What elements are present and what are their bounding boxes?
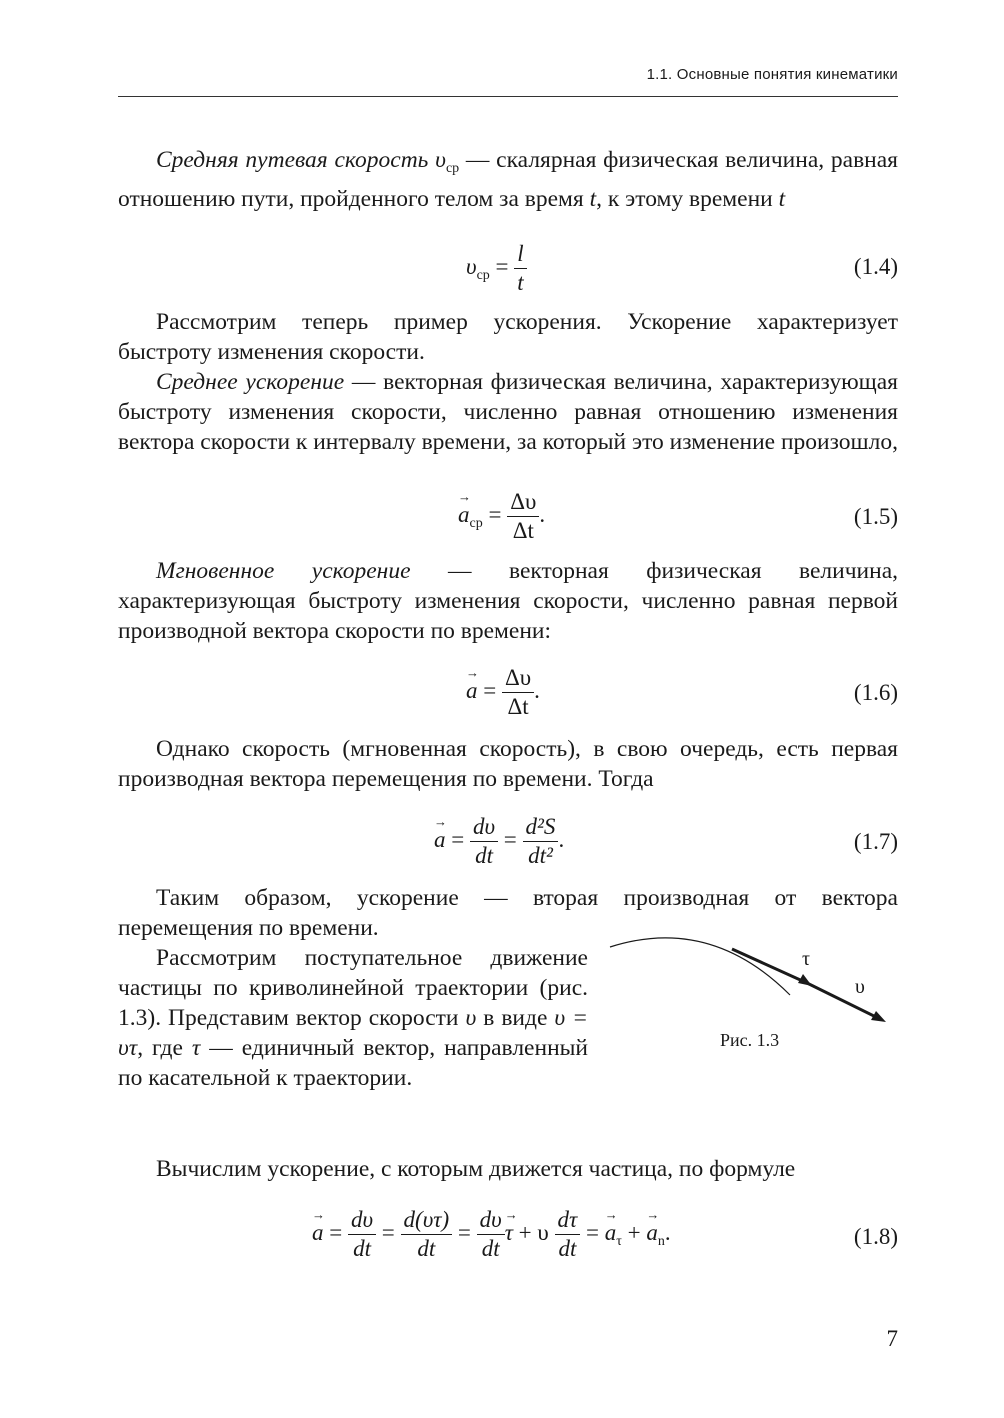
symbol-t: t xyxy=(589,186,597,212)
eq18-an: → a xyxy=(646,1220,658,1246)
eq15-num: Δυ xyxy=(507,488,539,517)
paragraph-average-speed xyxy=(118,145,898,214)
paragraph-second-derivative: Таким образом, ускорение — вторая производная от вектора перемещения по времени. xyxy=(118,885,898,941)
eq16-eq: = xyxy=(477,677,502,703)
eq18-label: (1.8) xyxy=(853,1224,898,1249)
eq18-f2n: d(υτ) xyxy=(401,1206,453,1235)
paragraph-velocity-derivative: Однако скорость (мгновенная скорость), в свою очередь, есть первая производная вектора перемещения по времени. Тогда xyxy=(118,736,898,792)
velocity-label: υ xyxy=(855,976,865,998)
term-average-speed: Средняя путевая скорость xyxy=(156,147,429,173)
eq18-fraction4 xyxy=(555,1206,581,1263)
eq16-lhs: → a xyxy=(466,678,478,704)
eq14-num: l xyxy=(514,240,526,269)
eq18-plus: + υ xyxy=(512,1219,549,1245)
para1-text: — скалярная физическая величина, равная отношению пути, пройденного телом за время xyxy=(118,147,898,212)
eq18-fraction1 xyxy=(348,1206,376,1263)
velocity-arrowhead xyxy=(871,1011,886,1022)
eq17-label: (1.7) xyxy=(853,829,898,854)
eq18-fraction2 xyxy=(401,1206,453,1263)
term-average-acceleration: Среднее ускорение xyxy=(156,369,345,395)
eq15-label: (1.5) xyxy=(853,504,898,529)
term-instant-acceleration: Мгновенное ускорение xyxy=(156,558,411,584)
paragraph-average-acceleration xyxy=(118,367,898,457)
para7-mid2: , где xyxy=(137,1035,192,1061)
eq17-fraction1 xyxy=(470,813,498,870)
eq16-end: . xyxy=(534,677,540,703)
symbol-t2: t xyxy=(778,186,786,212)
eq15-end: . xyxy=(539,501,546,527)
eq17-lhs: → a xyxy=(434,827,446,853)
eq16-den: Δt xyxy=(507,694,529,719)
eq18-f4n: dτ xyxy=(555,1206,581,1235)
eq16-num: Δυ xyxy=(502,664,534,693)
eq14-lhs: υ xyxy=(466,253,477,279)
header-rule xyxy=(118,96,898,97)
eq15-den: Δt xyxy=(512,518,534,543)
paragraph-compute-acceleration: Вычислим ускорение, с которым движется частица, по формуле xyxy=(156,1156,796,1182)
eq18-f4d: dt xyxy=(558,1236,577,1261)
running-header: 1.1. Основные понятия кинематики xyxy=(646,66,898,83)
eq15-sub: ср xyxy=(469,515,483,531)
eq15-lhs: → a xyxy=(458,502,470,528)
eq17-den1: dt xyxy=(475,843,493,868)
para7-tau: τ xyxy=(191,1035,201,1061)
eq17-fraction2 xyxy=(523,813,559,870)
paragraph-acceleration-intro: Рассмотрим теперь пример ускорения. Ускорение характеризует быстроту изменения скорости. xyxy=(118,309,898,365)
para7-text: Рассмотрим поступательное движение частицы по криволинейной траектории (рис. 1.3). Представим вектор скорости xyxy=(118,945,588,1031)
eq18-f2d: dt xyxy=(417,1236,436,1261)
eq14-sub: ср xyxy=(476,267,490,283)
equation-1-6 xyxy=(118,664,898,726)
para4-text: — векторная физическая величина, характеризующая быстроту изменения скорости, численно равная первой производной вектора скорости по времени: xyxy=(118,558,898,644)
eq17-num2: d²S xyxy=(523,813,559,842)
trajectory-curve xyxy=(610,938,790,995)
eq18-f1d: dt xyxy=(353,1236,371,1261)
eq18-ansub: n xyxy=(657,1233,665,1249)
eq16-label: (1.6) xyxy=(853,680,898,705)
eq14-fraction xyxy=(514,240,526,297)
tau-vector xyxy=(732,949,807,983)
eq18-end: . xyxy=(664,1219,671,1245)
page-number: 7 xyxy=(886,1326,898,1351)
para3-text: — векторная физическая величина, характеризующая быстроту изменения скорости, численно равная отношению изменения вектора скорости к интервалу времени, за который это изменение произошло, xyxy=(118,369,898,455)
eq18-at: → a xyxy=(605,1220,617,1246)
velocity-vector xyxy=(807,983,880,1019)
eq17-end: . xyxy=(558,826,565,852)
equation-1-8: → a = $\frac{d\upsilon}{dt}$ = $\frac{d(\upsilon\tau)}{dt}$ = $\frac{d\upsilon}{dt}$ → τ + υ $\frac{d\tau}{dt}$ = → $a_\tau$ + → $a_n$. (1.8) xyxy=(118,1206,898,1270)
eq18-f3d: dt xyxy=(481,1236,500,1261)
eq18-f3n: dυ xyxy=(477,1206,505,1235)
eq18-f1n: dυ xyxy=(348,1206,376,1235)
eq17-den2: dt² xyxy=(528,843,553,868)
eq14-label: (1.4) xyxy=(853,254,898,279)
equation-1-5 xyxy=(118,488,898,550)
equation-1-4 xyxy=(118,240,898,300)
eq17-num1: dυ xyxy=(470,813,498,842)
para7-mid1: в виде xyxy=(476,1005,555,1031)
para7-text2: — единичный вектор, направленный по касательной к траектории. xyxy=(118,1035,589,1091)
eq15-fraction xyxy=(507,488,539,545)
para7-v: υ xyxy=(465,1005,477,1031)
eq18-lhs: → a xyxy=(312,1220,324,1246)
eq16-fraction xyxy=(502,664,534,721)
eq17-eq2: = xyxy=(498,826,523,852)
eq18-tau: → τ xyxy=(505,1220,513,1246)
para7-expr: υ = υτ xyxy=(118,1005,588,1061)
eq14-den: t xyxy=(517,270,524,295)
equation-1-7 xyxy=(118,813,898,875)
eq18-atsub: τ xyxy=(616,1233,622,1249)
eq15-eq: = xyxy=(482,501,508,527)
para1-text2: , к этому времени xyxy=(596,186,779,212)
eq17-eq: = xyxy=(445,826,470,852)
symbol-v: υ xyxy=(435,147,446,173)
subscript-sr: ср xyxy=(445,161,460,176)
figure-caption: Рис. 1.3 xyxy=(720,1030,780,1050)
paragraph-instant-acceleration xyxy=(118,556,898,646)
eq14-eq: = xyxy=(489,253,515,279)
eq18-fraction3 xyxy=(477,1206,505,1263)
paragraph-curvilinear-motion xyxy=(118,943,588,1093)
tau-label: τ xyxy=(802,948,811,970)
